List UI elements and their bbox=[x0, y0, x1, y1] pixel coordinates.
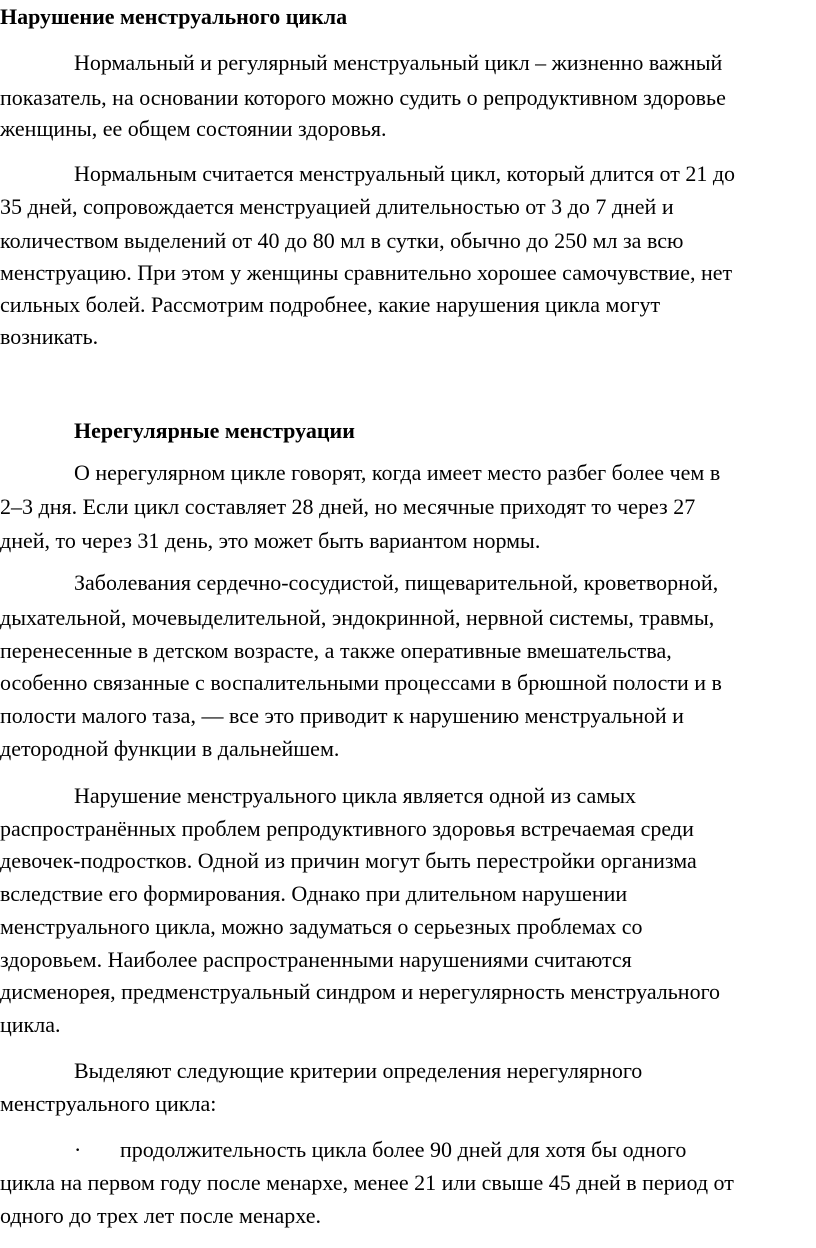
paragraph-line: цикла. bbox=[0, 1012, 61, 1037]
document-title: Нарушение менструального цикла bbox=[0, 4, 348, 29]
paragraph-line: сильных болей. Рассмотрим подробнее, какие нарушения цикла могут bbox=[0, 292, 661, 317]
bullet-line: продолжительность цикла более 90 дней для хотя бы одного bbox=[120, 1137, 687, 1162]
paragraph-line: Нарушение менструального цикла является одной из самых bbox=[74, 783, 637, 808]
paragraph-line: дыхательной, мочевыделительной, эндокринной, нервной системы, травмы, bbox=[0, 605, 715, 630]
paragraph-line: менструацию. При этом у женщины сравнительно хорошее самочувствие, нет bbox=[0, 260, 733, 285]
section-subtitle: Нерегулярные менструации bbox=[74, 418, 355, 443]
paragraph-line: О нерегулярном цикле говорят, когда имеет место разбег более чем в bbox=[74, 460, 721, 485]
paragraph-line: 2–3 дня. Если цикл составляет 28 дней, но месячные приходят то через 27 bbox=[0, 494, 696, 519]
paragraph-line: особенно связанные с воспалительными процессами в брюшной полости и в bbox=[0, 670, 722, 695]
bullet-line: одного до трех лет после менархе. bbox=[0, 1203, 321, 1228]
paragraph-line: здоровьем. Наиболее распространенными нарушениями считаются bbox=[0, 947, 632, 972]
bullet-line: цикла на первом году после менархе, менее 21 или свыше 45 дней в период от bbox=[0, 1170, 734, 1195]
paragraph-line: полости малого таза, — все это приводит к нарушению менструальной и bbox=[0, 703, 684, 728]
paragraph-line: дней, то через 31 день, это может быть вариантом нормы. bbox=[0, 528, 541, 553]
bullet-dot: · bbox=[74, 1137, 82, 1162]
paragraph-line: Нормальным считается менструальный цикл, который длится от 21 до bbox=[74, 161, 736, 186]
paragraph-line: распространённых проблем репродуктивного здоровья встречаемая среди bbox=[0, 816, 694, 841]
paragraph-line: вследствие его формирования. Однако при длительном нарушении bbox=[0, 881, 628, 906]
paragraph-line: возникать. bbox=[0, 324, 99, 349]
paragraph-line: дисменорея, предменструальный синдром и нерегулярность менструального bbox=[0, 979, 721, 1004]
paragraph-line: девочек-подростков. Одной из причин могут быть перестройки организма bbox=[0, 848, 697, 873]
paragraph-line: 35 дней, сопровождается менструацией длительностью от 3 до 7 дней и bbox=[0, 194, 674, 219]
paragraph-line: Нормальный и регулярный менструальный цикл – жизненно важный bbox=[74, 50, 723, 75]
paragraph-line: показатель, на основании которого можно судить о репродуктивном здоровье bbox=[0, 85, 726, 110]
paragraph-line: Выделяют следующие критерии определения нерегулярного bbox=[74, 1058, 643, 1083]
paragraph-line: менструального цикла, можно задуматься о серьезных проблемах со bbox=[0, 914, 643, 939]
paragraph-line: Заболевания сердечно-сосудистой, пищеварительной, кроветворной, bbox=[74, 570, 719, 595]
paragraph-line: перенесенные в детском возрасте, а также оперативные вмешательства, bbox=[0, 638, 672, 663]
paragraph-line: менструального цикла: bbox=[0, 1091, 217, 1116]
paragraph-line: женщины, ее общем состоянии здоровья. bbox=[0, 116, 387, 141]
paragraph-line: детородной функции в дальнейшем. bbox=[0, 736, 340, 761]
paragraph-line: количеством выделений от 40 до 80 мл в сутки, обычно до 250 мл за всю bbox=[0, 228, 684, 253]
